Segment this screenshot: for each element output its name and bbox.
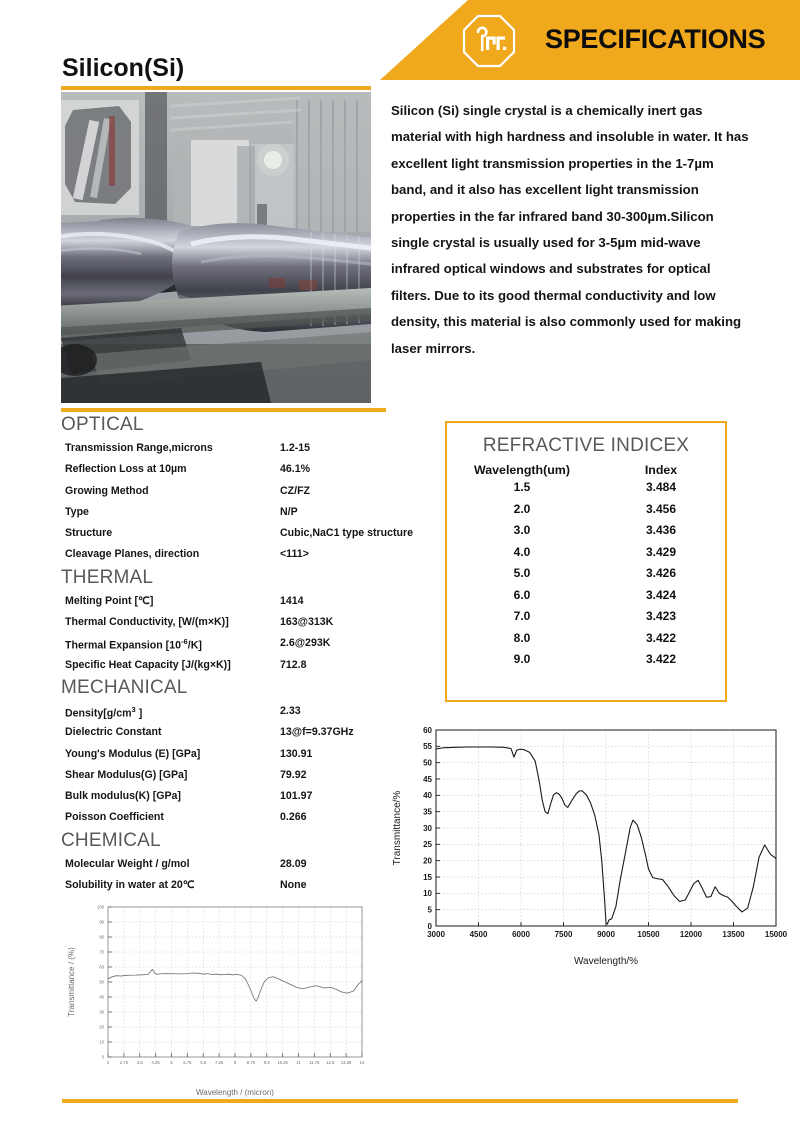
svg-text:2.75: 2.75 xyxy=(119,1060,128,1066)
product-description: Silicon (Si) single crystal is a chemically inert gas material with high hardness and insoluble in water. It has excellent light transmission properties in the 1-7µm band, and it also has excellent light transmission properties in the far infrared band 30-300µm.Silicon single crystal is usually used for 3-5µm mid-wave infrared optical windows and substrates for optical filters. Due to its good thermal conductivity and low density, this material is also commonly used for making laser mirrors. xyxy=(391,103,749,356)
spec-label: Growing Method xyxy=(65,484,149,497)
cell-index: 3.456 xyxy=(645,501,677,516)
svg-text:80: 80 xyxy=(99,934,104,940)
cell-wavelength: 3.0 xyxy=(513,523,531,537)
spec-value: <111> xyxy=(280,548,309,561)
svg-text:3000: 3000 xyxy=(427,930,445,939)
spec-label: Reflection Loss at 10µm xyxy=(65,463,187,476)
svg-text:Transmittance / (%): Transmittance / (%) xyxy=(67,947,76,1017)
mid-infrared-transmittance-chart xyxy=(62,897,372,1097)
svg-text:12000: 12000 xyxy=(679,930,703,939)
table-row xyxy=(447,542,725,564)
product-name: Silicon(Si) xyxy=(62,54,185,82)
section-heading-optical: OPTICAL xyxy=(61,414,144,435)
svg-text:55: 55 xyxy=(423,742,432,752)
svg-text:0: 0 xyxy=(101,1054,104,1060)
spec-label: Poisson Coefficient xyxy=(65,811,164,824)
svg-text:2: 2 xyxy=(106,1060,110,1066)
spec-row xyxy=(61,438,446,459)
spec-row xyxy=(61,655,446,676)
svg-text:60: 60 xyxy=(99,964,104,970)
svg-text:10500: 10500 xyxy=(637,930,660,939)
spec-label: Transmission Range,microns xyxy=(65,442,213,454)
svg-text:70: 70 xyxy=(99,949,104,955)
svg-text:9000: 9000 xyxy=(597,930,615,939)
table-row xyxy=(447,628,725,650)
section-heading-mechanical: MECHANICAL xyxy=(61,676,188,698)
cell-index: 3.423 xyxy=(645,609,677,623)
svg-text:40: 40 xyxy=(423,791,432,801)
table-row xyxy=(447,563,725,585)
cell-wavelength: 1.5 xyxy=(513,480,531,494)
spec-value: 79.92 xyxy=(280,768,307,781)
table-row xyxy=(447,585,725,607)
spec-label-thermal-expansion: Thermal Expansion $[10^{-6}/K]$ xyxy=(65,637,202,652)
svg-text:Transmittance/%: Transmittance/% xyxy=(392,790,403,866)
spec-value: CZ/FZ xyxy=(280,484,311,497)
spec-label: Young's Modulus (E) [GPa] xyxy=(65,747,201,760)
svg-text:60: 60 xyxy=(423,725,432,735)
refractive-index-title: REFRACTIVE INDICEX xyxy=(482,435,690,456)
svg-text:20: 20 xyxy=(99,1024,104,1030)
svg-text:13.25: 13.25 xyxy=(340,1060,352,1066)
svg-text:13500: 13500 xyxy=(722,930,745,939)
footer-rule xyxy=(62,1099,738,1103)
table-row xyxy=(447,606,725,628)
svg-text:12.5: 12.5 xyxy=(326,1060,335,1066)
title-underline-rule xyxy=(61,86,371,90)
page-title: SPECIFICATIONS xyxy=(545,24,766,54)
cell-wavelength: 9.0 xyxy=(513,652,531,666)
svg-text:0: 0 xyxy=(427,921,432,931)
spec-row xyxy=(61,633,446,654)
svg-text:7.25: 7.25 xyxy=(215,1060,224,1066)
cell-wavelength: 7.0 xyxy=(513,609,531,623)
svg-text:90: 90 xyxy=(99,919,104,925)
table-row xyxy=(447,477,725,499)
spec-value: 28.09 xyxy=(280,857,307,870)
svg-text:35: 35 xyxy=(423,807,432,817)
svg-text:4.25: 4.25 xyxy=(151,1060,160,1066)
cell-index: 3.426 xyxy=(645,566,677,580)
column-header-index: Index xyxy=(644,463,678,477)
spec-row xyxy=(61,523,446,544)
section-heading-chemical: CHEMICAL xyxy=(61,829,161,851)
spec-value: 0.266 xyxy=(280,811,307,824)
svg-text:50: 50 xyxy=(99,979,104,985)
svg-text:15: 15 xyxy=(423,872,432,882)
svg-text:45: 45 xyxy=(423,774,432,784)
svg-text:11.75: 11.75 xyxy=(309,1060,320,1066)
table-header-row xyxy=(447,463,725,477)
cell-index: 3.429 xyxy=(645,544,677,559)
svg-text:15000: 15000 xyxy=(764,930,788,939)
svg-text:7500: 7500 xyxy=(554,930,573,939)
spec-value: 163@313K xyxy=(280,616,334,629)
spec-label: Melting Point [℃] xyxy=(65,594,154,607)
spec-label: Type xyxy=(65,505,89,518)
svg-text:6.5: 6.5 xyxy=(200,1060,207,1066)
spec-row xyxy=(61,481,446,502)
cell-wavelength: 6.0 xyxy=(513,587,531,602)
cell-wavelength: 2.0 xyxy=(513,501,531,516)
spec-value: Cubic,NaC1 type structure xyxy=(280,527,414,540)
spec-value: 712.8 xyxy=(280,658,307,671)
svg-text:50: 50 xyxy=(423,758,432,768)
spec-value: 1414 xyxy=(280,594,304,607)
spec-label: Shear Modulus(G) [GPa] xyxy=(65,768,188,781)
section-rule xyxy=(61,408,386,412)
spec-value: 101.97 xyxy=(280,790,313,803)
section-heading-thermal: THERMAL xyxy=(61,566,154,588)
cell-index: 3.436 xyxy=(645,523,677,537)
svg-text:30: 30 xyxy=(99,1009,104,1015)
cell-index: 3.484 xyxy=(645,480,677,494)
svg-text:10: 10 xyxy=(99,1039,104,1045)
svg-text:8: 8 xyxy=(233,1060,237,1066)
cell-index: 3.422 xyxy=(645,652,677,666)
spec-label: Molecular Weight / g/mol xyxy=(65,857,190,870)
svg-text:5.75: 5.75 xyxy=(183,1060,192,1066)
svg-text:14: 14 xyxy=(359,1060,365,1066)
svg-text:25: 25 xyxy=(423,840,432,850)
svg-text:3.5: 3.5 xyxy=(136,1060,143,1066)
spec-label: Cleavage Planes, direction xyxy=(65,548,200,561)
spec-label: Thermal Conductivity, [W/(m×K)] xyxy=(65,616,229,629)
spec-value: 130.91 xyxy=(280,747,313,760)
spec-value: None xyxy=(280,879,307,892)
table-row xyxy=(447,649,725,671)
refractive-index-table xyxy=(445,421,727,702)
spec-label: Dielectric Constant xyxy=(65,726,162,739)
spec-value: N/P xyxy=(280,505,298,518)
spec-row xyxy=(61,544,446,565)
svg-text:100: 100 xyxy=(97,904,104,910)
cell-index: 3.424 xyxy=(645,587,677,602)
cell-wavelength: 8.0 xyxy=(513,630,531,645)
spec-value: 46.1% xyxy=(280,463,311,476)
svg-text:20: 20 xyxy=(423,856,432,866)
icc-logo-icon xyxy=(462,14,516,68)
svg-text:Wavelength/%: Wavelength/% xyxy=(573,956,639,966)
spec-row xyxy=(61,459,446,480)
table-row xyxy=(447,520,725,542)
svg-text:40: 40 xyxy=(99,994,104,1000)
cell-wavelength: 5.0 xyxy=(513,566,531,580)
cell-wavelength: 4.0 xyxy=(513,544,531,559)
spec-label: Structure xyxy=(65,527,113,540)
table-row xyxy=(447,499,725,521)
svg-text:9.5: 9.5 xyxy=(263,1060,270,1066)
spec-value: 13@f=9.37GHz xyxy=(280,726,354,739)
svg-text:Wavelength / (micron): Wavelength / (micron) xyxy=(196,1088,274,1097)
svg-text:6000: 6000 xyxy=(512,930,530,939)
svg-text:5: 5 xyxy=(170,1060,173,1066)
svg-text:4500: 4500 xyxy=(469,930,488,939)
product-photo xyxy=(61,92,371,403)
svg-text:11: 11 xyxy=(296,1060,301,1066)
cell-index: 3.422 xyxy=(645,630,677,645)
spec-label-density: $Density[g/cm^3$ ] xyxy=(65,704,143,720)
spec-label: Solubility in water at 20℃ xyxy=(65,879,195,892)
svg-text:10.25: 10.25 xyxy=(277,1060,288,1066)
spec-label: Bulk modulus(K) [GPa] xyxy=(65,790,181,803)
spec-row xyxy=(61,591,446,612)
spec-row xyxy=(61,502,446,523)
column-header-wavelength: Wavelength(um) xyxy=(474,463,570,477)
svg-text:30: 30 xyxy=(423,823,432,833)
spec-value: 2.33 xyxy=(280,704,301,717)
far-infrared-transmittance-chart xyxy=(388,716,788,966)
spec-label: Specific Heat Capacity [J/(kg×K)] xyxy=(65,658,231,671)
svg-text:8.75: 8.75 xyxy=(246,1060,255,1066)
svg-text:10: 10 xyxy=(423,889,432,899)
svg-text:5: 5 xyxy=(427,905,432,915)
spec-value: 1.2-15 xyxy=(280,442,311,454)
spec-value: 2.6@293K xyxy=(280,637,331,650)
